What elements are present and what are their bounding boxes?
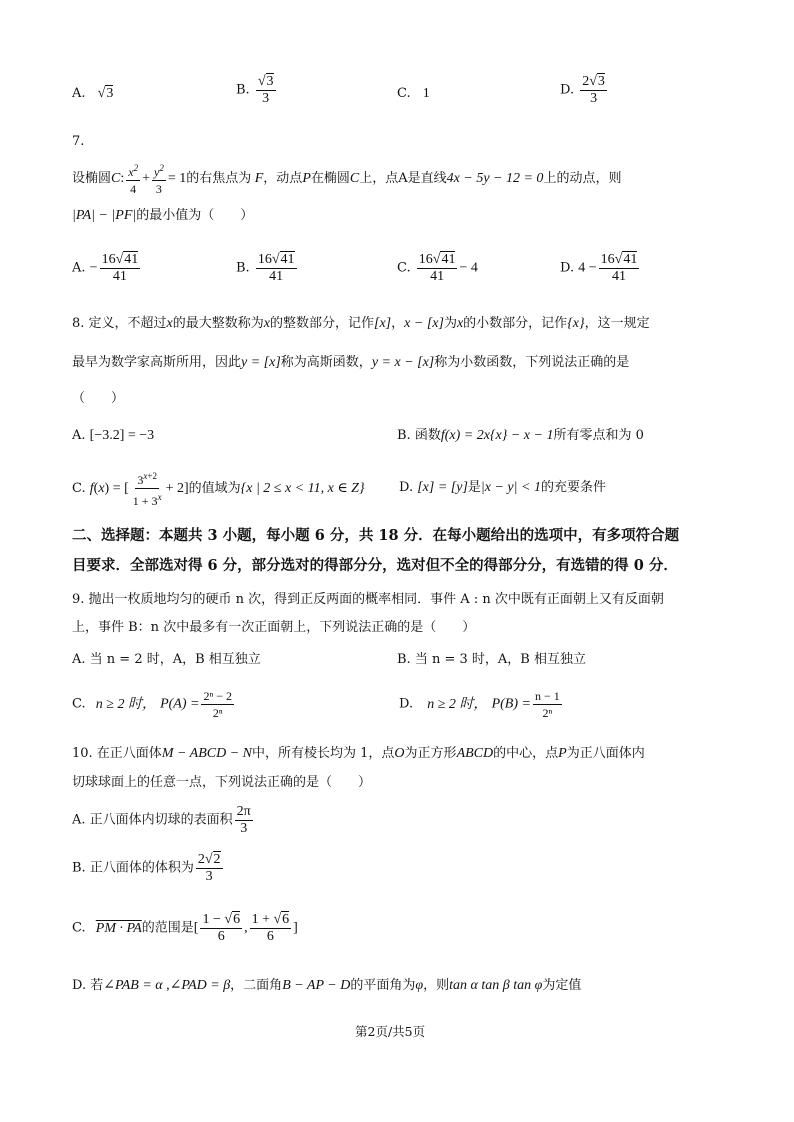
section-2-heading-line1: 二、选择题：本题共 3 小题，每小题 6 分，共 18 分．在每小题给出的选项中，有多项符合题 [72, 527, 680, 544]
q9-stem-line1: 9. 抛出一枚质地均匀的硬币 n 次，得到正反两面的概率相同．事件 A : n 次中既有正面朝上又有反面朝 [72, 592, 664, 607]
q8-stem-line1: 8. 定义，不超过x的最大整数称为x的整数部分，记作[x]，x − [x]为x的小数部分，记作{x}，这一规定 [72, 316, 650, 331]
q6-option-d: D. $\frac{2√3}{3}$ [560, 74, 605, 106]
q6-option-a: A. √3 [72, 86, 114, 101]
q10-stem-line1: 10. 在正八面体M − ABCD − N中，所有棱长均为 1，点O为正方形ABCD的中心，点P为正八面体内 [72, 746, 645, 761]
q8-stem-line3: （ ） [72, 391, 125, 406]
option-label: A. [72, 86, 86, 101]
q9-option-c: C. n ≥ 2 时， P(A) = $\frac{\text{2ⁿ − 2}}{\text{2ⁿ}}$ [72, 689, 233, 720]
q8-option-a: A. [−3.2] = −3 [72, 428, 155, 443]
q9-option-b: B. 当 n = 3 时，A，B 相互独立 [397, 652, 586, 667]
option-label: C. [397, 86, 411, 101]
q7-stem-line2: |PA| − |PF|的最小值为（ ） [72, 208, 254, 223]
q8-stem-line2: 最早为数学家高斯所用，因此y = [x]称为高斯函数，y = x − [x]称为小数函数，下列说法正确的是 [72, 355, 630, 370]
q10-option-c: C. PM · PA的范围是[ $\frac{1 - √6}{6}$ , $\frac{1 + √6}{6}$ ] [72, 912, 298, 944]
section-2-heading-line2: 目要求．全部选对得 6 分，部分选对的得部分分，选对但不全的得部分分，有选错的得 0 分． [72, 557, 678, 574]
q8-option-b: B. 函数f(x) = 2x{x} − x − 1所有零点和为 0 [397, 428, 644, 443]
q6-option-b: B. $\frac{√3}{3}$ [236, 74, 274, 106]
q10-option-a: A. 正八面体内切球的表面积 $\frac{2\pi}{3}$ [72, 804, 251, 836]
q9-stem-line2: 上，事件 B：n 次中最多有一次正面朝上，下列说法正确的是（ ） [72, 620, 476, 635]
q10-option-d: D. 若∠PAB = α ,∠PAD = β，二面角B − AP − D的平面角为φ，则tan α tan β tan φ为定值 [72, 978, 582, 993]
q9-option-d: D. n ≥ 2 时， P(B) = $\frac{n - 1}{\text{2ⁿ}}$ [399, 689, 560, 720]
option-label: B. [236, 82, 250, 98]
q7-number: 7. [72, 134, 85, 149]
q9-option-a: A. 当 n = 2 时，A，B 相互独立 [72, 652, 261, 667]
q7-option-b: B. $\frac{16√41}{41}$ [236, 252, 295, 284]
q10-stem-line2: 切球球面上的任意一点，下列说法正确的是（ ） [72, 775, 372, 790]
q7-option-d: D. 4 − $\frac{16√41}{41}$ [560, 252, 638, 284]
option-value: 1 [422, 86, 430, 101]
q8-option-c: C. f(x) = [ $\frac{3^{x+2}}{1 + 3^x}$ + 2]的值域为{x | 2 ≤ x < 11, x ∈ Z} [72, 468, 365, 509]
q7-option-c: C. $\frac{16√41}{41}$ − 4 [397, 252, 478, 284]
q7-stem-line1: 设椭圆C: $\frac{x^2}{4}$ + $\frac{y^2}{3}$ = 1的右焦点为 F，动点P在椭圆C上，点A是直线4x − 5y − 12 = 0上的动点，则 [72, 160, 621, 197]
page-footer: 第2页/共5页 [355, 1024, 426, 1039]
q6-option-c [397, 84, 430, 104]
q8-option-d: D. [x] = [y]是|x − y| < 1的充要条件 [399, 480, 606, 495]
q10-option-b: B. 正八面体的体积为 $\frac{2√2}{3}$ [72, 852, 221, 884]
option-label: D. [560, 82, 575, 98]
q7-option-a: A. − $\frac{16√41}{41}$ [72, 252, 139, 284]
